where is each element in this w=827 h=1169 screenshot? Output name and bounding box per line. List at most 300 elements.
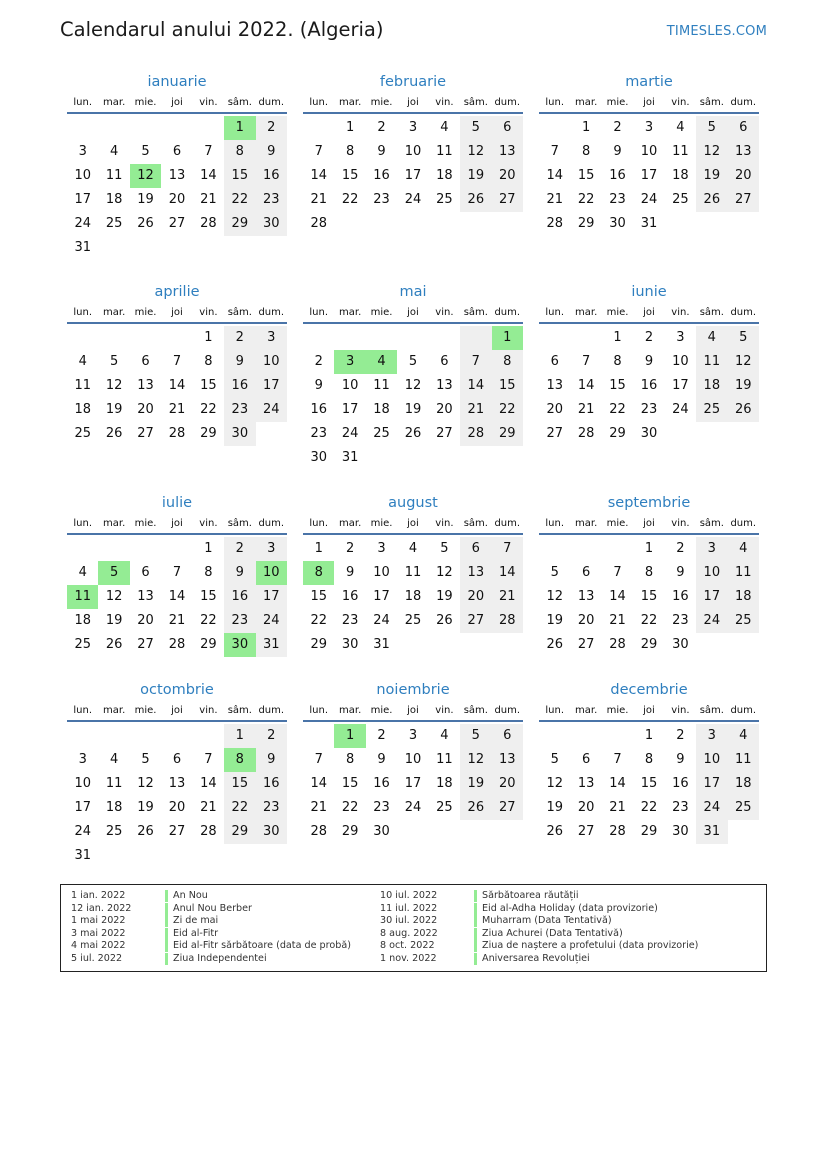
day-cell[interactable]: 13 — [577, 776, 595, 791]
day-cell[interactable]: 15 — [224, 772, 255, 796]
day-cell[interactable]: 26 — [137, 216, 154, 231]
day-cell[interactable]: 13 — [168, 776, 186, 791]
day-cell[interactable]: 4 — [78, 565, 87, 580]
day-cell[interactable]: 16 — [256, 772, 287, 796]
day-cell[interactable]: 27 — [492, 188, 523, 212]
day-cell[interactable]: 8 — [613, 354, 622, 369]
day-cell[interactable]: 7 — [314, 144, 323, 159]
day-cell[interactable]: 16 — [672, 589, 689, 604]
day-cell[interactable]: 3 — [377, 541, 386, 556]
day-cell[interactable]: 5 — [696, 116, 727, 140]
day-cell[interactable]: 27 — [577, 824, 595, 839]
day-cell[interactable]: 29 — [341, 824, 359, 839]
day-cell[interactable]: 22 — [640, 800, 658, 815]
day-cell[interactable]: 1 — [334, 724, 365, 748]
day-cell[interactable]: 12 — [546, 776, 563, 791]
day-cell[interactable]: 20 — [137, 613, 154, 628]
day-cell[interactable]: 22 — [492, 398, 523, 422]
day-cell[interactable]: 29 — [224, 820, 255, 844]
brand-link[interactable]: TIMESLES.COM — [666, 24, 767, 39]
day-cell[interactable]: 24 — [672, 402, 689, 417]
day-cell[interactable]: 17 — [256, 585, 287, 609]
day-cell[interactable]: 20 — [728, 164, 759, 188]
day-cell[interactable]: 25 — [672, 192, 689, 207]
day-cell[interactable]: 22 — [577, 192, 595, 207]
day-cell[interactable]: 13 — [436, 378, 453, 393]
day-cell[interactable]: 3 — [256, 326, 287, 350]
day-cell[interactable]: 16 — [224, 585, 255, 609]
day-cell[interactable]: 13 — [492, 140, 523, 164]
day-cell[interactable]: 27 — [728, 188, 759, 212]
day-cell[interactable]: 1 — [644, 728, 654, 743]
day-cell[interactable]: 13 — [728, 140, 759, 164]
day-cell[interactable]: 28 — [460, 422, 491, 446]
day-cell[interactable]: 12 — [546, 589, 563, 604]
day-cell[interactable]: 1 — [345, 120, 355, 135]
day-cell[interactable]: 10 — [696, 561, 727, 585]
day-cell[interactable]: 27 — [137, 426, 154, 441]
day-cell[interactable]: 16 — [373, 168, 390, 183]
day-cell[interactable]: 30 — [256, 212, 287, 236]
day-cell[interactable]: 26 — [546, 824, 563, 839]
day-cell[interactable]: 9 — [377, 752, 386, 767]
day-cell[interactable]: 29 — [640, 824, 658, 839]
day-cell[interactable]: 22 — [224, 188, 255, 212]
day-cell[interactable]: 15 — [640, 589, 658, 604]
day-cell[interactable]: 30 — [224, 422, 255, 446]
day-cell[interactable]: 14 — [492, 561, 523, 585]
day-cell[interactable]: 28 — [577, 426, 595, 441]
day-cell[interactable]: 27 — [436, 426, 453, 441]
day-cell[interactable]: 19 — [137, 192, 154, 207]
day-cell[interactable]: 17 — [341, 402, 359, 417]
day-cell[interactable]: 28 — [200, 824, 217, 839]
day-cell[interactable]: 26 — [436, 613, 453, 628]
day-cell[interactable]: 4 — [728, 537, 759, 561]
day-cell[interactable]: 19 — [728, 374, 759, 398]
day-cell[interactable]: 17 — [696, 585, 727, 609]
day-cell[interactable]: 28 — [492, 609, 523, 633]
day-cell[interactable]: 25 — [696, 398, 727, 422]
day-cell[interactable]: 23 — [256, 796, 287, 820]
day-cell[interactable]: 26 — [460, 188, 491, 212]
day-cell[interactable]: 5 — [728, 326, 759, 350]
day-cell[interactable]: 25 — [436, 192, 453, 207]
day-cell[interactable]: 23 — [672, 800, 689, 815]
day-cell[interactable]: 8 — [581, 144, 591, 159]
day-cell[interactable]: 14 — [310, 168, 327, 183]
day-cell[interactable]: 14 — [577, 378, 595, 393]
day-cell[interactable]: 31 — [74, 240, 91, 255]
day-cell[interactable]: 26 — [105, 637, 123, 652]
day-cell[interactable]: 20 — [137, 402, 154, 417]
day-cell[interactable]: 26 — [728, 398, 759, 422]
day-cell[interactable]: 14 — [609, 776, 626, 791]
day-cell[interactable]: 16 — [640, 378, 658, 393]
day-cell[interactable]: 26 — [460, 796, 491, 820]
day-cell[interactable]: 1 — [581, 120, 591, 135]
day-cell[interactable]: 16 — [672, 776, 689, 791]
day-cell[interactable]: 12 — [105, 378, 123, 393]
day-cell[interactable]: 14 — [200, 168, 217, 183]
day-cell[interactable]: 19 — [546, 800, 563, 815]
day-cell[interactable]: 22 — [310, 613, 327, 628]
day-cell[interactable]: 21 — [168, 402, 186, 417]
day-cell[interactable]: 27 — [168, 824, 186, 839]
day-cell[interactable]: 7 — [613, 752, 622, 767]
day-cell[interactable]: 13 — [137, 378, 154, 393]
day-cell[interactable]: 17 — [404, 776, 422, 791]
day-cell[interactable]: 23 — [224, 398, 255, 422]
day-cell[interactable]: 11 — [728, 561, 759, 585]
day-cell[interactable]: 18 — [728, 772, 759, 796]
day-cell[interactable]: 15 — [310, 589, 327, 604]
day-cell[interactable]: 9 — [256, 140, 287, 164]
day-cell[interactable]: 16 — [224, 374, 255, 398]
day-cell[interactable]: 9 — [224, 561, 255, 585]
day-cell[interactable]: 1 — [224, 116, 255, 140]
day-cell[interactable]: 22 — [200, 402, 217, 417]
day-cell[interactable]: 13 — [577, 589, 595, 604]
day-cell[interactable]: 6 — [581, 565, 591, 580]
day-cell[interactable]: 4 — [728, 724, 759, 748]
day-cell[interactable]: 31 — [341, 450, 359, 465]
day-cell[interactable]: 7 — [172, 354, 182, 369]
day-cell[interactable]: 29 — [224, 212, 255, 236]
day-cell[interactable]: 2 — [676, 728, 685, 743]
day-cell[interactable]: 6 — [141, 565, 150, 580]
day-cell[interactable]: 6 — [728, 116, 759, 140]
day-cell[interactable]: 27 — [137, 637, 154, 652]
day-cell[interactable]: 10 — [373, 565, 390, 580]
day-cell[interactable]: 2 — [314, 354, 323, 369]
day-cell[interactable]: 5 — [109, 354, 119, 369]
day-cell[interactable]: 9 — [676, 752, 685, 767]
day-cell[interactable]: 7 — [492, 537, 523, 561]
day-cell[interactable]: 28 — [546, 216, 563, 231]
day-cell[interactable]: 19 — [460, 772, 491, 796]
day-cell[interactable]: 4 — [109, 752, 119, 767]
day-cell[interactable]: 16 — [256, 164, 287, 188]
day-cell[interactable]: 29 — [640, 637, 658, 652]
day-cell[interactable]: 18 — [74, 613, 91, 628]
day-cell[interactable]: 8 — [644, 565, 654, 580]
day-cell[interactable]: 28 — [168, 637, 186, 652]
day-cell[interactable]: 3 — [696, 724, 727, 748]
day-cell[interactable]: 6 — [550, 354, 559, 369]
day-cell[interactable]: 13 — [492, 748, 523, 772]
day-cell[interactable]: 1 — [613, 330, 622, 345]
day-cell[interactable]: 31 — [696, 820, 727, 844]
day-cell[interactable]: 16 — [373, 776, 390, 791]
day-cell[interactable]: 1 — [224, 724, 255, 748]
day-cell[interactable]: 26 — [137, 824, 154, 839]
day-cell[interactable]: 22 — [341, 192, 359, 207]
day-cell[interactable]: 10 — [640, 144, 658, 159]
day-cell[interactable]: 3 — [676, 330, 685, 345]
day-cell[interactable]: 17 — [373, 589, 390, 604]
day-cell[interactable]: 22 — [224, 796, 255, 820]
day-cell[interactable]: 30 — [341, 637, 359, 652]
day-cell[interactable]: 2 — [644, 330, 654, 345]
day-cell[interactable]: 22 — [609, 402, 626, 417]
day-cell[interactable]: 14 — [168, 589, 186, 604]
day-cell[interactable]: 12 — [105, 589, 123, 604]
day-cell[interactable]: 23 — [341, 613, 359, 628]
day-cell[interactable]: 14 — [609, 589, 626, 604]
day-cell[interactable]: 1 — [492, 326, 523, 350]
day-cell[interactable]: 18 — [105, 800, 123, 815]
day-cell[interactable]: 9 — [613, 144, 622, 159]
day-cell[interactable]: 8 — [303, 561, 334, 585]
day-cell[interactable]: 28 — [200, 216, 217, 231]
day-cell[interactable]: 31 — [74, 848, 91, 863]
day-cell[interactable]: 12 — [460, 140, 491, 164]
day-cell[interactable]: 19 — [404, 402, 422, 417]
day-cell[interactable]: 15 — [492, 374, 523, 398]
day-cell[interactable]: 13 — [460, 561, 491, 585]
day-cell[interactable]: 17 — [672, 378, 689, 393]
day-cell[interactable]: 13 — [168, 168, 186, 183]
day-cell[interactable]: 25 — [74, 637, 91, 652]
day-cell[interactable]: 24 — [696, 609, 727, 633]
day-cell[interactable]: 21 — [200, 800, 217, 815]
day-cell[interactable]: 6 — [492, 116, 523, 140]
day-cell[interactable]: 18 — [436, 168, 453, 183]
day-cell[interactable]: 6 — [581, 752, 591, 767]
day-cell[interactable]: 27 — [492, 796, 523, 820]
day-cell[interactable]: 7 — [460, 350, 491, 374]
day-cell[interactable]: 27 — [168, 216, 186, 231]
day-cell[interactable]: 11 — [728, 748, 759, 772]
day-cell[interactable]: 26 — [696, 188, 727, 212]
day-cell[interactable]: 6 — [172, 144, 182, 159]
day-cell[interactable]: 24 — [74, 216, 91, 231]
day-cell[interactable]: 17 — [74, 800, 91, 815]
day-cell[interactable]: 5 — [98, 561, 129, 585]
day-cell[interactable]: 10 — [696, 748, 727, 772]
day-cell[interactable]: 4 — [109, 144, 119, 159]
day-cell[interactable]: 19 — [137, 800, 154, 815]
day-cell[interactable]: 17 — [404, 168, 422, 183]
day-cell[interactable]: 9 — [676, 565, 685, 580]
day-cell[interactable]: 1 — [204, 541, 213, 556]
day-cell[interactable]: 2 — [377, 728, 386, 743]
day-cell[interactable]: 12 — [404, 378, 422, 393]
day-cell[interactable]: 21 — [460, 398, 491, 422]
day-cell[interactable]: 2 — [613, 120, 622, 135]
day-cell[interactable]: 5 — [550, 565, 559, 580]
day-cell[interactable]: 29 — [492, 422, 523, 446]
day-cell[interactable]: 21 — [168, 613, 186, 628]
day-cell[interactable]: 3 — [334, 350, 365, 374]
day-cell[interactable]: 3 — [408, 120, 418, 135]
day-cell[interactable]: 29 — [577, 216, 595, 231]
day-cell[interactable]: 28 — [310, 824, 327, 839]
day-cell[interactable]: 30 — [672, 824, 689, 839]
day-cell[interactable]: 24 — [404, 800, 422, 815]
day-cell[interactable]: 11 — [373, 378, 390, 393]
day-cell[interactable]: 24 — [256, 609, 287, 633]
day-cell[interactable]: 20 — [577, 613, 595, 628]
day-cell[interactable]: 15 — [577, 168, 595, 183]
day-cell[interactable]: 17 — [696, 772, 727, 796]
day-cell[interactable]: 25 — [436, 800, 453, 815]
day-cell[interactable]: 14 — [168, 378, 186, 393]
day-cell[interactable]: 15 — [609, 378, 626, 393]
day-cell[interactable]: 11 — [436, 752, 453, 767]
day-cell[interactable]: 27 — [577, 637, 595, 652]
day-cell[interactable]: 12 — [130, 164, 161, 188]
day-cell[interactable]: 4 — [440, 120, 449, 135]
day-cell[interactable]: 29 — [200, 426, 217, 441]
day-cell[interactable]: 15 — [341, 776, 359, 791]
day-cell[interactable]: 5 — [141, 752, 150, 767]
day-cell[interactable]: 13 — [137, 589, 154, 604]
day-cell[interactable]: 19 — [546, 613, 563, 628]
day-cell[interactable]: 14 — [546, 168, 563, 183]
day-cell[interactable]: 14 — [460, 374, 491, 398]
day-cell[interactable]: 26 — [404, 426, 422, 441]
day-cell[interactable]: 10 — [341, 378, 359, 393]
day-cell[interactable]: 5 — [141, 144, 150, 159]
day-cell[interactable]: 19 — [436, 589, 453, 604]
day-cell[interactable]: 6 — [172, 752, 182, 767]
day-cell[interactable]: 4 — [440, 728, 449, 743]
day-cell[interactable]: 15 — [200, 378, 217, 393]
day-cell[interactable]: 23 — [256, 188, 287, 212]
day-cell[interactable]: 19 — [696, 164, 727, 188]
day-cell[interactable]: 11 — [105, 168, 123, 183]
day-cell[interactable]: 18 — [74, 402, 91, 417]
day-cell[interactable]: 7 — [581, 354, 591, 369]
day-cell[interactable]: 13 — [546, 378, 563, 393]
day-cell[interactable]: 5 — [550, 752, 559, 767]
day-cell[interactable]: 5 — [460, 116, 491, 140]
day-cell[interactable]: 23 — [609, 192, 626, 207]
day-cell[interactable]: 9 — [377, 144, 386, 159]
day-cell[interactable]: 4 — [366, 350, 397, 374]
day-cell[interactable]: 2 — [377, 120, 386, 135]
day-cell[interactable]: 2 — [224, 326, 255, 350]
day-cell[interactable]: 16 — [310, 402, 327, 417]
day-cell[interactable]: 7 — [314, 752, 323, 767]
day-cell[interactable]: 15 — [200, 589, 217, 604]
day-cell[interactable]: 28 — [310, 216, 327, 231]
day-cell[interactable]: 6 — [440, 354, 449, 369]
day-cell[interactable]: 8 — [224, 140, 255, 164]
day-cell[interactable]: 22 — [341, 800, 359, 815]
day-cell[interactable]: 21 — [310, 800, 327, 815]
day-cell[interactable]: 23 — [672, 613, 689, 628]
day-cell[interactable]: 18 — [672, 168, 689, 183]
day-cell[interactable]: 28 — [609, 824, 626, 839]
day-cell[interactable]: 9 — [644, 354, 654, 369]
day-cell[interactable]: 8 — [204, 354, 213, 369]
day-cell[interactable]: 28 — [609, 637, 626, 652]
day-cell[interactable]: 8 — [204, 565, 213, 580]
day-cell[interactable]: 2 — [676, 541, 685, 556]
day-cell[interactable]: 19 — [105, 613, 123, 628]
day-cell[interactable]: 20 — [460, 585, 491, 609]
day-cell[interactable]: 21 — [577, 402, 595, 417]
day-cell[interactable]: 26 — [546, 637, 563, 652]
day-cell[interactable]: 29 — [200, 637, 217, 652]
day-cell[interactable]: 9 — [224, 350, 255, 374]
day-cell[interactable]: 2 — [224, 537, 255, 561]
day-cell[interactable]: 20 — [492, 772, 523, 796]
day-cell[interactable]: 10 — [256, 350, 287, 374]
day-cell[interactable]: 9 — [256, 748, 287, 772]
day-cell[interactable]: 9 — [345, 565, 355, 580]
day-cell[interactable]: 16 — [341, 589, 359, 604]
day-cell[interactable]: 25 — [728, 609, 759, 633]
day-cell[interactable]: 23 — [310, 426, 327, 441]
day-cell[interactable]: 1 — [644, 541, 654, 556]
day-cell[interactable]: 7 — [613, 565, 622, 580]
day-cell[interactable]: 23 — [224, 609, 255, 633]
day-cell[interactable]: 11 — [404, 565, 422, 580]
day-cell[interactable]: 4 — [696, 326, 727, 350]
day-cell[interactable]: 26 — [105, 426, 123, 441]
day-cell[interactable]: 20 — [492, 164, 523, 188]
day-cell[interactable]: 3 — [408, 728, 418, 743]
day-cell[interactable]: 27 — [546, 426, 563, 441]
day-cell[interactable]: 7 — [204, 752, 213, 767]
day-cell[interactable]: 31 — [256, 633, 287, 657]
day-cell[interactable]: 11 — [696, 350, 727, 374]
day-cell[interactable]: 11 — [105, 776, 123, 791]
day-cell[interactable]: 20 — [436, 402, 453, 417]
day-cell[interactable]: 5 — [408, 354, 418, 369]
day-cell[interactable]: 16 — [609, 168, 626, 183]
day-cell[interactable]: 24 — [341, 426, 359, 441]
day-cell[interactable]: 14 — [310, 776, 327, 791]
day-cell[interactable]: 20 — [168, 192, 186, 207]
day-cell[interactable]: 17 — [640, 168, 658, 183]
day-cell[interactable]: 21 — [492, 585, 523, 609]
day-cell[interactable]: 1 — [204, 330, 213, 345]
day-cell[interactable]: 24 — [373, 613, 390, 628]
day-cell[interactable]: 3 — [78, 144, 87, 159]
day-cell[interactable]: 18 — [404, 589, 422, 604]
day-cell[interactable]: 3 — [78, 752, 87, 767]
day-cell[interactable]: 31 — [373, 637, 390, 652]
day-cell[interactable]: 31 — [640, 216, 658, 231]
day-cell[interactable]: 29 — [609, 426, 626, 441]
day-cell[interactable]: 30 — [310, 450, 327, 465]
day-cell[interactable]: 12 — [436, 565, 453, 580]
day-cell[interactable]: 19 — [105, 402, 123, 417]
day-cell[interactable]: 23 — [640, 402, 658, 417]
day-cell[interactable]: 2 — [256, 724, 287, 748]
day-cell[interactable]: 17 — [74, 192, 91, 207]
day-cell[interactable]: 11 — [672, 144, 689, 159]
day-cell[interactable]: 25 — [105, 824, 123, 839]
day-cell[interactable]: 2 — [345, 541, 355, 556]
day-cell[interactable]: 3 — [256, 537, 287, 561]
day-cell[interactable]: 30 — [640, 426, 658, 441]
day-cell[interactable]: 29 — [310, 637, 327, 652]
day-cell[interactable]: 8 — [492, 350, 523, 374]
day-cell[interactable]: 7 — [204, 144, 213, 159]
day-cell[interactable]: 10 — [404, 144, 422, 159]
day-cell[interactable]: 24 — [74, 824, 91, 839]
day-cell[interactable]: 10 — [672, 354, 689, 369]
day-cell[interactable]: 11 — [67, 585, 98, 609]
day-cell[interactable]: 25 — [105, 216, 123, 231]
day-cell[interactable]: 24 — [696, 796, 727, 820]
